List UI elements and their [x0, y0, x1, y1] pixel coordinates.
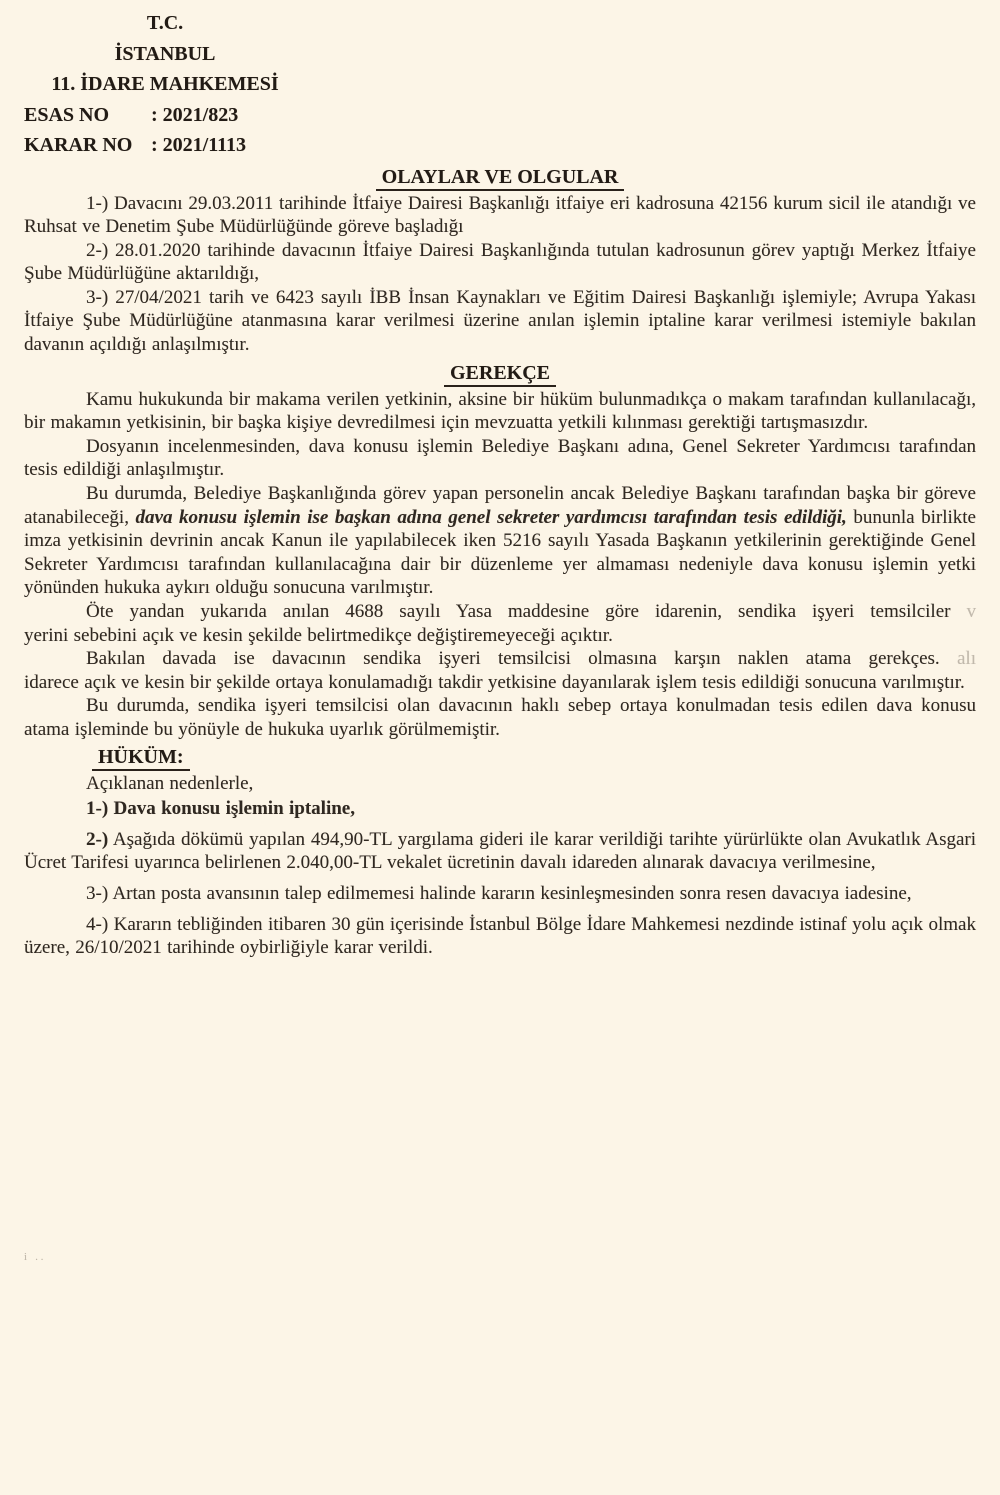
- hukum-item-3: 3-) Artan posta avansının talep edilmemesi halinde kararın kesinleşmesinden sonra resen davacıya iadesine,: [86, 882, 912, 904]
- scan-artifact-faded-text: alı: [957, 648, 976, 670]
- esas-no-value: : 2021/823: [151, 103, 239, 126]
- karar-no-value: : 2021/1113: [151, 134, 247, 156]
- letterhead-court: 11. İDARE MAHKEMESİ: [51, 73, 279, 95]
- hukum-intro: Açıklanan nedenlerle,: [86, 772, 254, 794]
- gerekce-paragraph-5-line-1: [24, 647, 976, 671]
- gerekce-paragraph-3: [24, 482, 976, 600]
- section-gerekce: [24, 361, 976, 742]
- gerekce-p5-text: Bakılan davada ise davacının sendika işyeri temsilcisi olmasına karşın naklen atama gerekçes.: [86, 648, 940, 670]
- section-olaylar: [24, 165, 976, 357]
- gerekce-p3-emphasis: dava konusu işlemin ise başkan adına genel sekreter yardımcısı tarafından tesis edildiği,: [135, 506, 847, 528]
- document-letterhead: [24, 8, 306, 161]
- hukum-item-1: 1-) Dava konusu işlemin iptaline,: [86, 798, 355, 820]
- karar-no-row: [24, 130, 306, 161]
- olaylar-paragraph-3: 3-) 27/04/2021 tarih ve 6423 sayılı İBB İnsan Kaynakları ve Eğitim Dairesi Başkanlığı işlemiyle; Avrupa Yakası İtfaiye Şube Müdürlüğüne atanmasına karar verilmesi üzerine anılan işlemin iptaline karar verilmesi istemiyle bakılan davanın açıldığı anlaşılmıştır.: [24, 286, 976, 356]
- letterhead-country: T.C.: [146, 12, 184, 34]
- olaylar-paragraph-2: 2-) 28.01.2020 tarihinde davacının İtfaiye Dairesi Başkanlığında tutulan kadrosunun görev yaptığı Merkez İtfaiye Şube Müdürlüğüne aktarıldığı,: [24, 239, 976, 285]
- scan-artifact-faded-text: v: [966, 601, 976, 622]
- gerekce-paragraph-1: Kamu hukukunda bir makama verilen yetkinin, aksine bir hüküm bulunmadıkça o makam tarafından kullanılacağı, bir makamın yetkisinin, bir başka kişiye devredilmesi için mevzuatta yetkili kılınması gerektiği tartışmasızdır.: [24, 388, 976, 434]
- section-hukum: [24, 745, 976, 960]
- gerekce-p3-run-3: bununla birlikte imza yetkisinin devrinin ancak Kanun ile yapılabilecek iken 5216 sayılı Yasada Başkanın yetkilerinin gerektiğinde Genel Sekreter Yardımcısı tarafından kullanılacağına dair bir düzenleme yer almaması nedeniyle dava konusu işlemin yetki yönünden hukuka aykırı olduğu sonucuna varılmıştır.: [24, 506, 976, 599]
- letterhead-city: İSTANBUL: [114, 42, 216, 65]
- esas-no-row: [24, 100, 306, 131]
- gerekce-paragraph-2: Dosyanın incelenmesinden, dava konusu işlemin Belediye Başkanı adına, Genel Sekreter Yardımcısı tarafından tesis edildiği anlaşılmıştır.: [24, 435, 976, 481]
- hukum-item-2-text: Aşağıda dökümü yapılan 494,90-TL yargılama gideri ile karar verildiği tarihte yürürlükte olan Avukatlık Asgari Ücret Tarifesi uyarınca belirlenen 2.040,00-TL vekalet ücretinin davalı idareden alınarak davacıya verilmesine,: [24, 828, 976, 874]
- gerekce-paragraph-4-line-2: yerini sebebini açık ve kesin şekilde belirtmedikçe değiştiremeyeceği açıktır.: [24, 624, 613, 646]
- gerekce-paragraph-4-line-1: [24, 600, 976, 624]
- gerekce-heading-row: [24, 361, 976, 386]
- scan-artifact-speck: i ..: [24, 1252, 47, 1263]
- gerekce-paragraph-5-rest: idarece açık ve kesin bir şekilde ortaya konulamadığı takdir yetkisine dayanılarak işlem tesis edildiği sonucuna varılmıştır.: [24, 671, 965, 693]
- gerekce-p3-run-1: Bu durumda, Belediye Başkanlığında görev yapan personelin ancak Belediye Başkanı tarafından başka bir göreve atanabileceği,: [24, 483, 976, 528]
- olaylar-heading-row: [24, 165, 976, 190]
- hukum-heading-row: [92, 745, 976, 770]
- hukum-item-2: [24, 828, 976, 875]
- olaylar-paragraph-1: 1-) Davacını 29.03.2011 tarihinde İtfaiye Dairesi Başkanlığı itfaiye eri kadrosuna 42156 kurum sicil ile atandığı ve Ruhsat ve Denetim Şube Müdürlüğünde göreve başladığı: [24, 192, 976, 238]
- karar-no-label: KARAR NO: [24, 134, 133, 156]
- gerekce-paragraph-6: Bu durumda, sendika işyeri temsilcisi olan davacının haklı sebep ortaya konulmadan tesis edilen dava konusu atama işleminde bu yönüyle de hukuka uyarlık görülmemiştir.: [24, 695, 976, 740]
- hukum-item-4: 4-) Kararın tebliğinden itibaren 30 gün içerisinde İstanbul Bölge İdare Mahkemesi nezdinde istinaf yolu açık olmak üzere, 26/10/2021 tarihinde oybirliğiyle karar verildi.: [24, 913, 976, 959]
- olaylar-heading: OLAYLAR VE OLGULAR: [376, 166, 625, 191]
- hukum-item-2-number: 2-): [86, 828, 109, 850]
- gerekce-p4-text: Öte yandan yukarıda anılan 4688 sayılı Yasa maddesine göre idarenin, sendika işyeri temsilciler: [86, 601, 951, 622]
- esas-no-label: ESAS NO: [24, 103, 110, 126]
- hukum-heading: HÜKÜM:: [92, 746, 190, 771]
- gerekce-heading: GEREKÇE: [444, 362, 556, 387]
